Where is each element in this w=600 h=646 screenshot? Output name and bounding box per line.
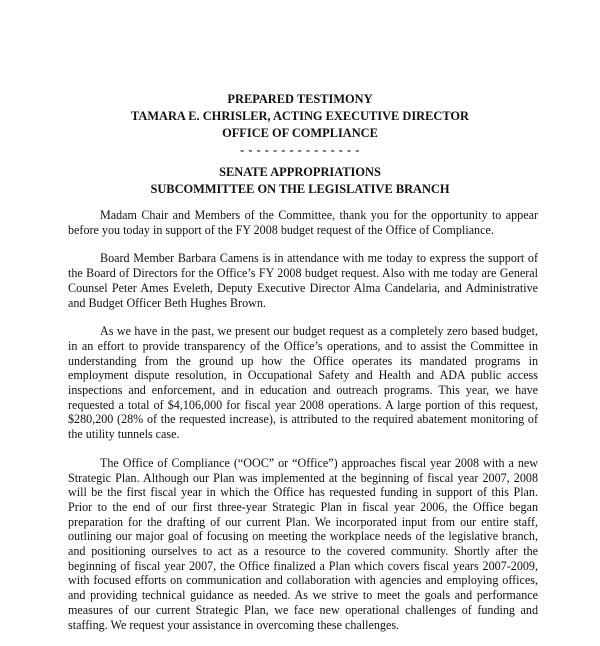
- paragraph-attendees: Board Member Barbara Camens is in attendance with me today to express the support of the Board of Directors for the Office’s FY 2008 budget request. Also with me today are General Counsel Peter Ames Eveleth, Deputy Executive Director Alma Candelaria, and Administrative and Budget Officer Beth Hughes Brown.: [68, 251, 538, 310]
- header-witness-name: TAMARA E. CHRISLER, ACTING EXECUTIVE DIRECTOR: [131, 109, 469, 123]
- paragraph-opening: Madam Chair and Members of the Committee, thank you for the opportunity to appear before you today in support of the FY 2008 budget request of the Office of Compliance.: [68, 208, 538, 237]
- paragraph-budget-request: As we have in the past, we present our budget request as a completely zero based budget, in an effort to provide transparency of the Office’s operations, and to assist the Committee in understanding from the ground up how the Office operates its mandated programs in employment dispute resolution, in Occupational Safety and Health and ADA public access inspections and enforcement, and in education and outreach programs. This year, we have requested a total of $4,106,000 for fiscal year 2008 operations. A large portion of this request, $280,200 (28% of the requested increase), is attributed to the required abatement monitoring of the utility tunnels case.: [68, 324, 538, 442]
- header-prepared-testimony: PREPARED TESTIMONY: [227, 92, 373, 106]
- header-office-name: OFFICE OF COMPLIANCE: [222, 126, 378, 140]
- testimony-header: [0, 91, 600, 159]
- committee-header: [0, 164, 600, 198]
- header-senate-appropriations: SENATE APPROPRIATIONS: [219, 165, 381, 179]
- paragraph-strategic-plan: The Office of Compliance (“OOC” or “Office”) approaches fiscal year 2008 with a new Strategic Plan. Although our Plan was implemented at the beginning of fiscal year 2007, 2008 will be the first fiscal year in which the Office has requested funding in support of this Plan. Prior to the end of our first three-year Strategic Plan in fiscal year 2006, the Office began preparation for the drafting of our current Plan. We incorporated input from our entire staff, outlining our major goal of focusing on meeting the workplace needs of the legislative branch, and positioning ourselves to act as a resource to the covered community. Shortly after the beginning of fiscal year 2007, the Office finalized a Plan which covers fiscal years 2007-2009, with focused efforts on communication and collaboration with agencies and employing offices, and providing technical guidance as needed. As we strive to meet the goals and performance measures of our current Strategic Plan, we face new operational challenges of funding and staffing. We request your assistance in overcoming these challenges.: [68, 455, 538, 632]
- header-subcommittee: SUBCOMMITTEE ON THE LEGISLATIVE BRANCH: [150, 182, 450, 196]
- testimony-body: [68, 208, 538, 646]
- header-separator: - - - - - - - - - - - - - - -: [240, 143, 360, 157]
